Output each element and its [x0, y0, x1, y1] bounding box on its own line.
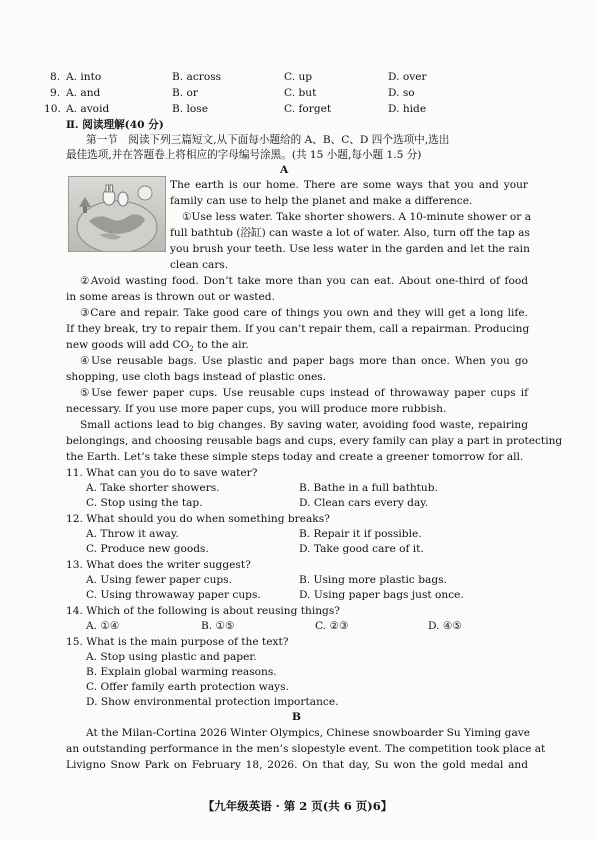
passage-a-line2: family can use to help the planet and make a difference.: [170, 195, 473, 207]
q11-option-a: A. Take shorter showers.: [86, 482, 220, 494]
co2-prefix: new goods will add CO: [66, 339, 190, 351]
q10-option-c: C. forget: [284, 103, 332, 115]
q10-option-d: D. hide: [388, 103, 427, 115]
passage-a-line5: you brush your teeth. Use less water in the garden and let the rain: [170, 243, 530, 255]
passage-a-line10: If they break, try to repair them. If you can’t repair them, call a repairman. Producing: [66, 323, 530, 335]
q11-stem: 11. What can you do to save water?: [66, 467, 258, 479]
q10-option-a: A. avoid: [66, 103, 110, 115]
section-intro-line1: 第一节 阅读下列三篇短文,从下面每小题给的 A、B、C、D 四个选项中,选出: [86, 134, 450, 146]
q10-number: 10.: [44, 103, 61, 115]
passage-a-line15: necessary. If you use more paper cups, you will produce more rubbish.: [66, 403, 447, 415]
passage-a-line16: Small actions lead to big changes. By saving water, avoiding food waste, repairing: [80, 419, 528, 431]
q11-option-b: B. Bathe in a full bathtub.: [299, 482, 438, 494]
q8-option-d: D. over: [388, 71, 427, 83]
q15-option-a: A. Stop using plastic and paper.: [86, 651, 257, 663]
q8-label: A. into: [66, 71, 102, 83]
passage-b-line3: Livigno Snow Park on February 18, 2026. On that day, Su won the gold medal and: [66, 759, 528, 771]
q8-number: 8.: [50, 71, 61, 83]
section-title: Ⅱ. 阅读理解(40 分): [66, 119, 164, 131]
q14-option-c: C. ②③: [315, 620, 349, 632]
q15-option-d: D. Show environmental protection importance.: [86, 696, 339, 708]
q13-option-b: B. Using more plastic bags.: [299, 574, 447, 586]
q9-number: 9.: [50, 87, 61, 99]
q15-option-c: C. Offer family earth protection ways.: [86, 681, 289, 693]
q13-stem: 13. What does the writer suggest?: [66, 559, 251, 571]
passage-a-line7: ②Avoid wasting food. Don’t take more than you can eat. About one-third of food: [80, 275, 528, 287]
page-footer: 【九年级英语 · 第 2 页(共 6 页)6】: [202, 799, 393, 813]
q11-option-d: D. Clean cars every day.: [299, 497, 429, 509]
q13-option-c: C. Using throwaway paper cups.: [86, 589, 261, 601]
passage-a-line6: clean cars.: [170, 259, 229, 271]
q9-option-a: A. and: [66, 87, 101, 99]
passage-a-line18: the Earth. Let’s take these simple steps today and create a greener tomorrow for all.: [66, 451, 524, 463]
passage-b-line1: At the Milan-Cortina 2026 Winter Olympics, Chinese snowboarder Su Yiming gave: [86, 727, 531, 739]
earth-illustration: [68, 176, 166, 252]
q9-option-d: D. so: [388, 87, 415, 99]
section-intro-line2: 最佳选项,并在答题卷上将相应的字母编号涂黑。(共 15 小题,每小题 1.5 分): [66, 149, 422, 161]
passage-b-label: B: [292, 711, 301, 723]
passage-b-line2: an outstanding performance in the men’s slopestyle event. The competition took place at: [66, 743, 546, 755]
q11-option-c: C. Stop using the tap.: [86, 497, 203, 509]
q14-option-d: D. ④⑤: [428, 620, 462, 632]
q12-option-a: A. Throw it away.: [86, 528, 179, 540]
q15-option-b: B. Explain global warming reasons.: [86, 666, 277, 678]
passage-a-line3: ①Use less water. Take shorter showers. A 10-minute shower or a: [182, 211, 532, 223]
q14-stem: 14. Which of the following is about reusing things?: [66, 605, 340, 617]
q14-option-a: A. ①④: [86, 620, 120, 632]
co2-suffix: to the air.: [193, 339, 249, 351]
passage-a-line17: belongings, and choosing reusable bags and cups, every family can play a part in protecting: [66, 435, 563, 447]
q14-option-b: B. ①⑤: [201, 620, 235, 632]
q12-option-d: D. Take good care of it.: [299, 543, 424, 555]
co2-subscript: 2: [189, 345, 194, 354]
passage-a-line12: ④Use reusable bags. Use plastic and paper bags more than once. When you go: [80, 355, 528, 367]
passage-a-line11: [66, 339, 249, 356]
q9-option-c: C. but: [284, 87, 317, 99]
passage-a-line1: The earth is our home. There are some ways that you and your: [170, 179, 528, 191]
passage-a-line9: ③Care and repair. Take good care of things you own and they will get a long life.: [80, 307, 528, 319]
q10-option-b: B. lose: [172, 103, 208, 115]
q8-option-c: C. up: [284, 71, 313, 83]
q8-option-b: B. across: [172, 71, 222, 83]
q13-option-a: A. Using fewer paper cups.: [86, 574, 232, 586]
q12-option-c: C. Produce new goods.: [86, 543, 209, 555]
q12-option-b: B. Repair it if possible.: [299, 528, 422, 540]
q12-stem: 12. What should you do when something breaks?: [66, 513, 330, 525]
passage-a-line14: ⑤Use fewer paper cups. Use reusable cups instead of throwaway paper cups if: [80, 387, 528, 399]
passage-a-label: A: [280, 164, 289, 176]
passage-a-line4: full bathtub (浴缸) can waste a lot of water. Also, turn off the tap as: [170, 227, 530, 239]
q15-stem: 15. What is the main purpose of the text?: [66, 636, 289, 648]
q13-option-d: D. Using paper bags just once.: [299, 589, 464, 601]
passage-a-line8: in some areas is thrown out or wasted.: [66, 291, 275, 303]
earth-globe-icon: [69, 177, 165, 251]
q9-option-b: B. or: [172, 87, 198, 99]
passage-a-line13: shopping, use cloth bags instead of plastic ones.: [66, 371, 327, 383]
